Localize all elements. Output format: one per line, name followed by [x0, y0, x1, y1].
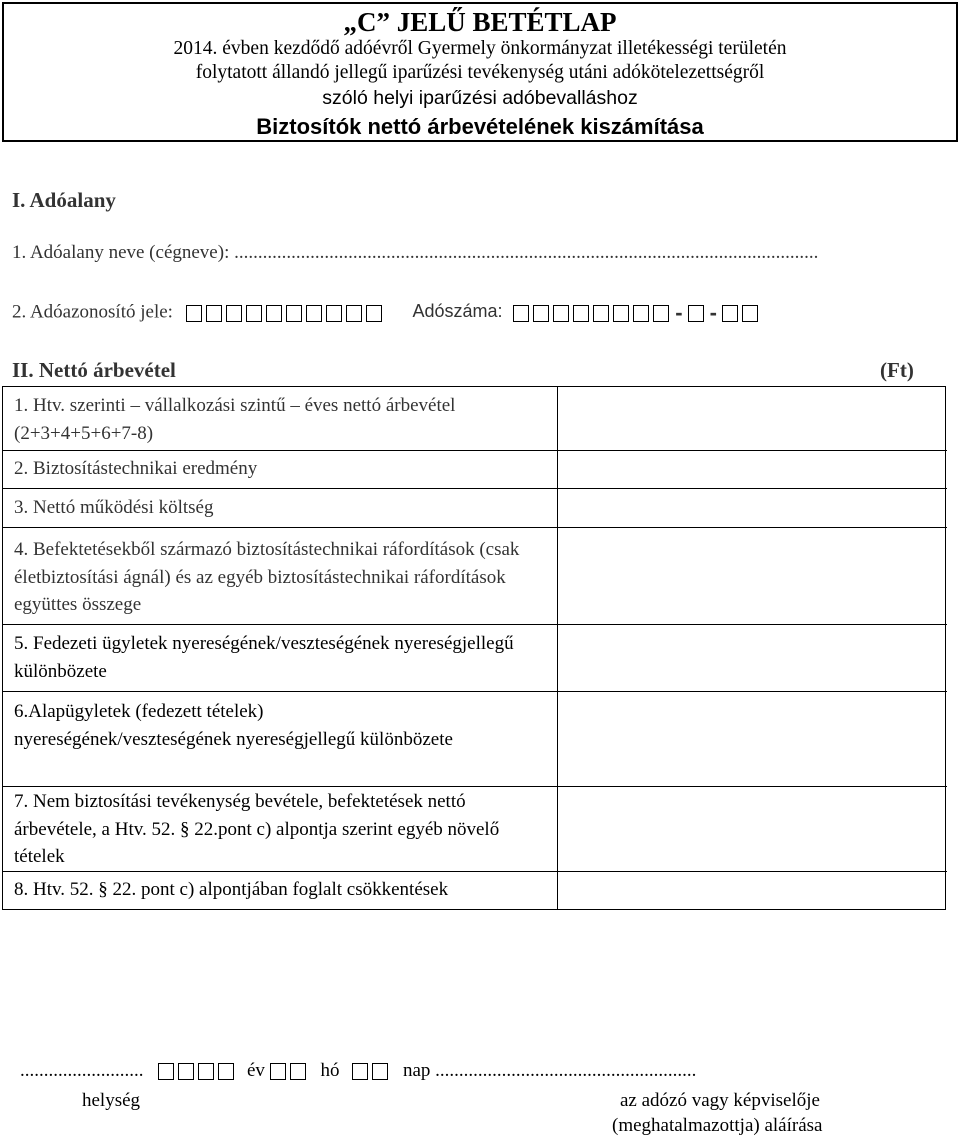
day-boxes[interactable]	[352, 1060, 392, 1081]
digit-box[interactable]	[593, 305, 609, 322]
digit-box[interactable]	[226, 305, 242, 322]
table-row	[3, 451, 947, 489]
revenue-table	[2, 386, 946, 910]
header-line-2: folytatott állandó jellegű iparűzési tevékenység utáni adókötelezettségről	[195, 62, 765, 83]
digit-box[interactable]	[270, 1063, 286, 1080]
digit-box[interactable]	[158, 1063, 174, 1080]
tax-number-boxes[interactable]	[513, 300, 762, 325]
digit-box[interactable]	[198, 1063, 214, 1080]
digit-box[interactable]	[513, 305, 529, 322]
signature-label-2: (meghatalmazottja) aláírása	[612, 1115, 823, 1136]
row-value[interactable]	[559, 692, 945, 785]
row-value[interactable]	[559, 625, 945, 690]
month-boxes[interactable]	[270, 1060, 310, 1081]
digit-box[interactable]	[653, 305, 669, 322]
digit-box[interactable]	[306, 305, 322, 322]
section-1-title: I. Adóalany	[12, 188, 116, 212]
form-subtitle: Biztosítók nettó árbevételének kiszámítása	[256, 114, 704, 139]
digit-box[interactable]	[246, 305, 262, 322]
header-line-1: 2014. évben kezdődő adóévről Gyermely önkormányzat illetékességi területén	[173, 38, 787, 59]
tax-number-dash: -	[675, 300, 683, 325]
month-label: hó	[320, 1060, 340, 1081]
table-row	[3, 787, 947, 872]
row-value[interactable]	[559, 528, 945, 623]
tax-number-dash: -	[709, 300, 717, 325]
row-value[interactable]	[559, 387, 945, 449]
tax-id-boxes[interactable]	[186, 301, 391, 322]
digit-box[interactable]	[633, 305, 649, 322]
digit-box[interactable]	[326, 305, 342, 322]
digit-box[interactable]	[186, 305, 202, 322]
place-dots[interactable]: ..........................	[20, 1060, 144, 1081]
row-label: 3. Nettó működési költség	[14, 497, 214, 518]
digit-box[interactable]	[286, 305, 302, 322]
table-row	[3, 528, 947, 625]
row-label: 8. Htv. 52. § 22. pont c) alpontjában foglalt csökkentések	[14, 879, 449, 900]
digit-box[interactable]	[742, 305, 758, 322]
digit-box[interactable]	[688, 305, 704, 322]
digit-box[interactable]	[206, 305, 222, 322]
digit-box[interactable]	[266, 305, 282, 322]
row-value[interactable]	[559, 872, 945, 909]
year-label: év	[247, 1060, 265, 1081]
digit-box[interactable]	[372, 1063, 388, 1080]
header-box	[2, 2, 958, 142]
tax-ids-row	[12, 300, 762, 326]
row-value[interactable]	[559, 787, 945, 870]
digit-box[interactable]	[290, 1063, 306, 1080]
table-row	[3, 625, 947, 692]
digit-box[interactable]	[613, 305, 629, 322]
year-boxes[interactable]	[158, 1060, 238, 1081]
tax-number-label: Adószáma:	[412, 301, 503, 322]
table-row	[3, 387, 947, 451]
day-label: nap	[402, 1060, 431, 1081]
digit-box[interactable]	[352, 1063, 368, 1080]
digit-box[interactable]	[218, 1063, 234, 1080]
tax-id-label: 2. Adóazonosító jele:	[12, 301, 173, 323]
digit-box[interactable]	[573, 305, 589, 322]
place-label: helység	[82, 1090, 141, 1111]
row-label: 5. Fedezeti ügyletek nyereségének/veszteségének nyereségjellegű különbözete	[14, 633, 514, 682]
digit-box[interactable]	[366, 305, 382, 322]
header-line-3: szóló helyi iparűzési adóbevalláshoz	[322, 87, 638, 109]
digit-box[interactable]	[178, 1063, 194, 1080]
signature-dots[interactable]: .......................................................	[435, 1060, 697, 1081]
taxpayer-name-field[interactable]	[12, 242, 952, 264]
taxpayer-name-label: 1. Adóalany neve (cégneve):	[12, 242, 235, 263]
form-title: „C” JELŰ BETÉTLAP	[343, 7, 617, 37]
row-label: 6.Alapügyletek (fedezett tételek) nyereségének/veszteségének nyereségjellegű különbözete	[14, 701, 453, 750]
row-value[interactable]	[559, 451, 945, 487]
digit-box[interactable]	[722, 305, 738, 322]
digit-box[interactable]	[533, 305, 549, 322]
digit-box[interactable]	[553, 305, 569, 322]
taxpayer-name-dots: ...........................................................................................................................	[234, 242, 819, 263]
unit-label: (Ft)	[880, 358, 914, 382]
signature-label-1: az adózó vagy képviselője	[620, 1090, 820, 1111]
date-signature-row	[20, 1060, 696, 1082]
table-row	[3, 872, 947, 909]
row-label: 2. Biztosítástechnikai eredmény	[14, 458, 258, 479]
row-label: 7. Nem biztosítási tevékenység bevétele, befektetések nettó árbevétele, a Htv. 52. § 22.pont c) alpontja szerint egyéb növelő tételek	[14, 791, 500, 867]
row-value[interactable]	[559, 489, 945, 526]
row-label: 1. Htv. szerinti – vállalkozási szintű – éves nettó árbevétel (2+3+4+5+6+7-8)	[14, 395, 456, 444]
table-row	[3, 489, 947, 528]
table-row	[3, 692, 947, 787]
digit-box[interactable]	[346, 305, 362, 322]
section-2-title: II. Nettó árbevétel	[12, 358, 176, 382]
row-label: 4. Befektetésekből származó biztosítástechnikai ráfordítások (csak életbiztosítási ágnál) és az egyéb biztosítástechnikai ráfordítások együttes összege	[14, 539, 520, 615]
